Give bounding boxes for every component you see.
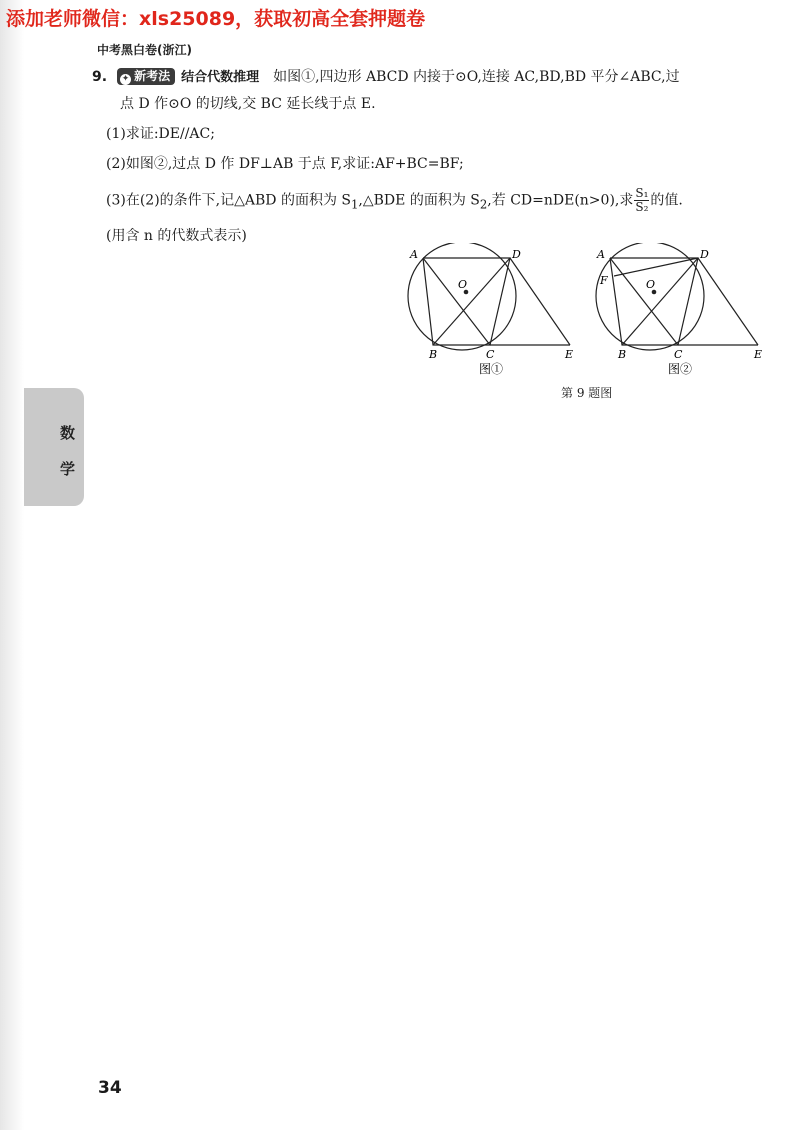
question-1: (1)求证:DE//AC; — [106, 126, 215, 142]
page-number: 34 — [98, 1078, 122, 1098]
running-header: 中考黑白卷(浙江) — [97, 43, 192, 57]
fig2-label-o: O — [646, 278, 656, 291]
fig1-line-ac — [423, 258, 490, 345]
fig2-circle — [596, 243, 704, 350]
question-3-note: (用含 n 的代数式表示) — [106, 228, 247, 245]
fig2-label-d: D — [700, 248, 709, 261]
q3-text-a: (3)在(2)的条件下,记△ABD 的面积为 S — [106, 192, 351, 209]
fraction-s1-s2 — [634, 187, 649, 214]
fig2-tangent-de — [698, 258, 758, 345]
fig2-quadrilateral — [610, 258, 698, 345]
problem-tag: 结合代数推理 — [181, 70, 260, 85]
fig2-label-a: A — [597, 248, 605, 261]
fig2-label-e: E — [754, 348, 763, 361]
figure-2-diagram — [596, 243, 758, 350]
fig1-label-d: D — [512, 248, 521, 261]
fig1-label-c: C — [486, 348, 495, 361]
badge-label: 新考法 — [134, 69, 171, 83]
fig2-label-c: C — [674, 348, 683, 361]
page-edge-shadow — [0, 0, 24, 1130]
watermark-text: 添加老师微信：xls25089，获取初高全套押题卷 — [6, 8, 426, 30]
problem-9 — [92, 64, 772, 249]
fig1-label-o: O — [458, 278, 468, 291]
figure-1-diagram — [408, 243, 570, 350]
question-3 — [92, 187, 772, 217]
fig2-label-f: F — [600, 274, 608, 287]
fig2-label-b: B — [618, 348, 627, 361]
problem-intro-line1 — [92, 64, 772, 91]
q3-text-c: ,若 CD=nDE(n>0),求 — [487, 192, 634, 209]
fig1-label-a: A — [410, 248, 418, 261]
fig2-line-bd — [622, 258, 698, 345]
q3-sub-1: 1 — [351, 197, 359, 212]
q3-text-b: ,△BDE 的面积为 S — [358, 192, 480, 209]
side-tab-char-1: 数 — [60, 424, 76, 442]
problem-number: 9. — [92, 69, 108, 85]
fig1-label-e: E — [565, 348, 574, 361]
fig1-line-bd — [433, 258, 510, 345]
q3-sub-2: 2 — [479, 197, 488, 212]
side-tab-char-2: 学 — [60, 460, 76, 478]
problem-intro-line2: 点 D 作⊙O 的切线,交 BC 延长线于点 E. — [120, 96, 376, 112]
question-2: (2)如图②,过点 D 作 DF⊥AB 于点 F,求证:AF+BC=BF; — [106, 156, 464, 172]
fraction-denominator: S₂ — [635, 200, 649, 214]
fig1-label-b: B — [429, 348, 438, 361]
fig2-caption: 图② — [668, 362, 693, 376]
fraction-numerator: S₁ — [635, 186, 649, 200]
subject-side-tab — [24, 388, 84, 506]
lightbulb-icon: ✦ — [121, 74, 130, 84]
fig1-quadrilateral — [423, 258, 510, 345]
intro-text-1: 如图①,四边形 ABCD 内接于⊙O,连接 AC,BD,BD 平分∠ABC,过 — [273, 69, 680, 85]
fig1-caption: 图① — [479, 362, 504, 376]
q3-text-d: 的值. — [650, 192, 683, 209]
fig1-tangent-de — [510, 258, 570, 345]
figure-caption: 第 9 题图 — [561, 386, 613, 400]
geometry-figures — [400, 243, 780, 383]
new-method-badge — [117, 68, 175, 85]
